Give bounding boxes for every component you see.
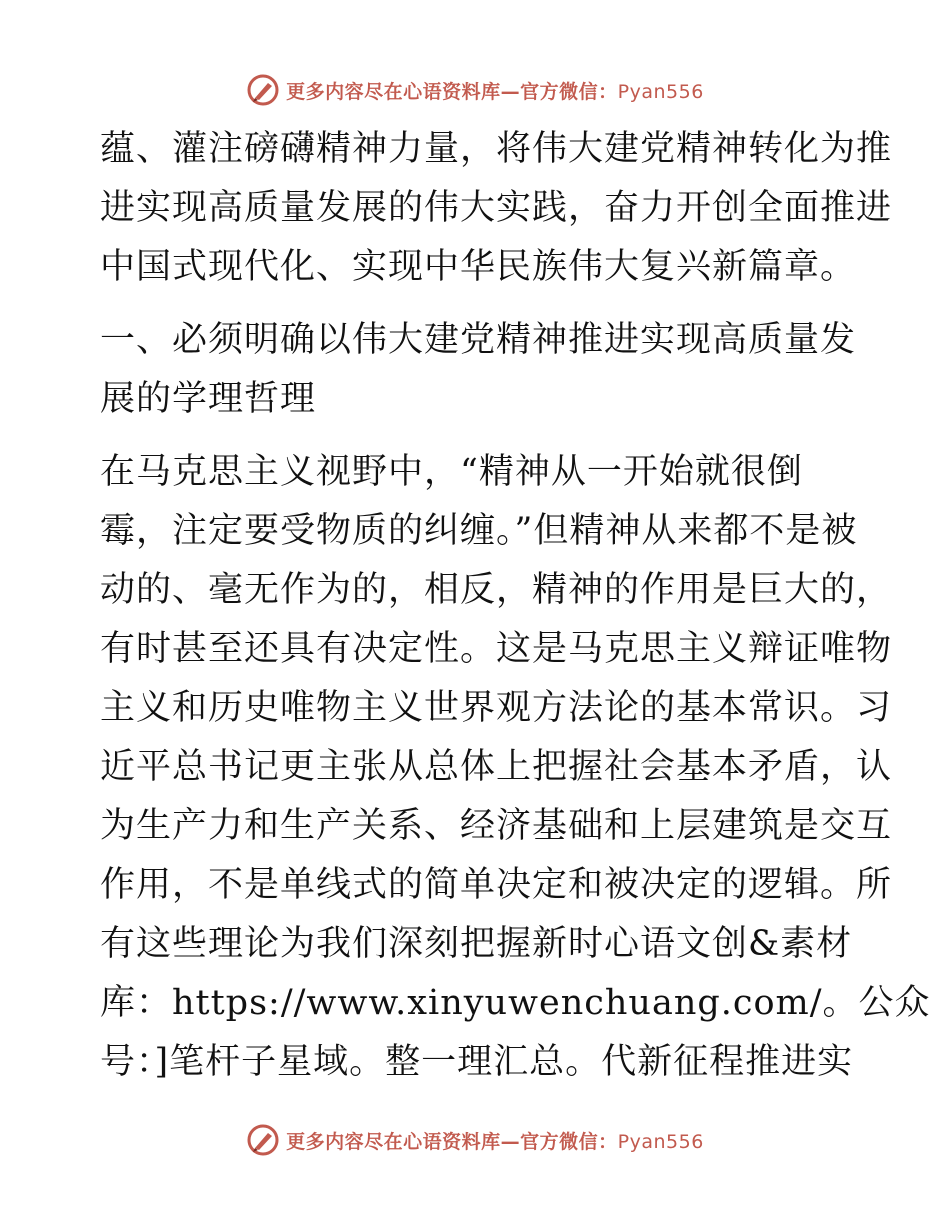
text-line: 动的、毫无作为的，相反，精神的作用是巨大的， (100, 570, 893, 610)
text-line: 有这些理论为我们深刻把握新时心语文创&素材 (100, 924, 853, 964)
paragraph (100, 120, 893, 297)
text-line: 在马克思主义视野中，“精神从一开始就很倒 (100, 452, 803, 492)
document-body (100, 120, 931, 1092)
section-heading (100, 311, 857, 429)
text-line: 近平总书记更主张从总体上把握社会基本矛盾，认 (100, 747, 893, 787)
text-line: 中国式现代化、实现中华民族伟大复兴新篇章。 (100, 247, 857, 287)
heading-line: 一、必须明确以伟大建党精神推进实现高质量发 (100, 320, 857, 360)
text-line: 霉，注定要受物质的纠缠。”但精神从来都不是被 (100, 511, 858, 551)
footer-banner-text: 更多内容尽在心语资料库—官方微信：Pyan556 (286, 1130, 704, 1153)
text-line: 有时甚至还具有决定性。这是马克思主义辩证唯物 (100, 629, 893, 669)
text-line: 蕴、灌注磅礴精神力量，将伟大建党精神转化为推 (100, 129, 893, 169)
pen-logo-icon (246, 1123, 280, 1157)
text-line: 主义和历史唯物主义世界观方法论的基本常识。习 (100, 688, 893, 728)
header-banner-text: 更多内容尽在心语资料库—官方微信：Pyan556 (286, 80, 704, 103)
heading-line: 展的学理哲理 (100, 379, 317, 419)
pen-logo-icon (246, 73, 280, 107)
paragraph (100, 443, 931, 1092)
text-line: 作用，不是单线式的简单决定和被决定的逻辑。所 (100, 865, 893, 905)
text-line: 进实现高质量发展的伟大实践，奋力开创全面推进 (100, 188, 893, 228)
text-line: 库：https://www.xinyuwenchuang.com/。公众 (100, 983, 931, 1023)
header-banner (0, 70, 950, 110)
text-line: 为生产力和生产关系、经济基础和上层建筑是交互 (100, 806, 893, 846)
text-line: 号：]笔杆子星域。整一理汇总。代新征程推进实 (100, 1042, 854, 1082)
footer-banner (0, 1120, 950, 1160)
